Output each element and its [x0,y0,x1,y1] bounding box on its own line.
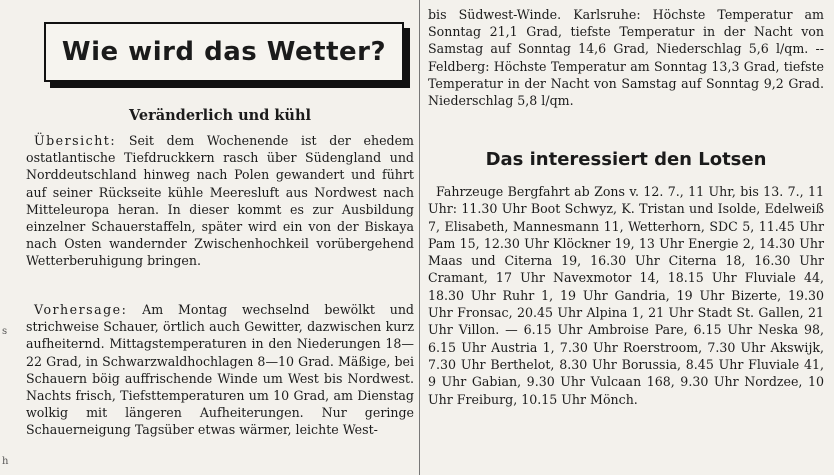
vorhersage-text: Am Montag wechselnd bewölkt und strichweise Schauer, örtlich auch Gewitter, dazwischen kurz aufheiternd. Mittagstemperaturen in den Niederungen 18—22 Grad, in Schwarzwaldhochlagen 8—10 Grad. Mäßige, bei Schauern böig auffrischende Winde um West bis Nordwest. Nachts frisch, Tiefsttemperaturen um 10 Grad, am Dienstag wolkig mit längeren Aufheiterungen. Nur geringe Schauerneigung Tagsüber etwas wärmer, leichte West- [26,302,414,438]
weather-continuation-paragraph: bis Südwest-Winde. Karlsruhe: Höchste Temperatur am Sonntag 21,1 Grad, tiefste Temperatur in der Nacht von Samstag auf Sonntag 14,6 Grad, Niederschlag 5,6 l/qm. -- Feldberg: Höchste Temperatur am Sonntag 13,3 Grad, tiefste Temperatur in der Nacht von Samstag auf Sonntag 9,2 Grad. Niederschlag 5,8 l/qm. [428,7,824,109]
vorhersage-label: Vorhersage: [34,302,128,317]
edge-mark: s [2,326,8,337]
column-divider [419,0,420,475]
right-column [428,6,824,472]
weather-title-box [44,22,404,82]
weather-column [26,6,414,472]
vorhersage-paragraph [26,301,414,439]
uebersicht-paragraph [26,132,414,270]
left-margin-fragments [0,0,8,475]
edge-mark: h [2,456,9,467]
lotsen-heading: Das interessiert den Lotsen [485,149,767,170]
weather-subheading: Veränderlich und kühl [128,107,312,124]
uebersicht-label: Übersicht: [34,133,117,148]
lotsen-paragraph: Fahrzeuge Bergfahrt ab Zons v. 12. 7., 11 Uhr, bis 13. 7., 11 Uhr: 11.30 Uhr Boot Schwyz, K. Tristan und Isolde, Edelweiß 7, Elisabeth, Mannesmann 11, Wetterhorn, SDC 5, 11.45 Uhr Pam 15, 12.30 Uhr Klöckner 19, 13 Uhr Energie 2, 14.30 Uhr Maas und Citerna 19, 16.30 Uhr Citerna 18, 16.30 Uhr Cramant, 17 Uhr Navexmotor 14, 18.15 Uhr Fluviale 44, 18.30 Uhr Ruhr 1, 19 Uhr Gandria, 19 Uhr Bizerte, 19.30 Uhr Fronsac, 20.45 Uhr Alpina 1, 21 Uhr Stadt St. Gallen, 21 Uhr Villon. — 6.15 Uhr Ambroise Pare, 6.15 Uhr Neska 98, 6.15 Uhr Austria 1, 7.30 Uhr Roerstroom, 7.30 Uhr Akswijk, 7.30 Uhr Berthelot, 8.30 Uhr Borussia, 8.45 Uhr Fluviale 41, 9 Uhr Gabian, 9.30 Uhr Vulcaan 168, 9.30 Uhr Nordzee, 10 Uhr Freiburg, 10.15 Uhr Mönch. [428,184,824,407]
uebersicht-text: Seit dem Wochenende ist der ehedem ostatlantische Tiefdruckkern rasch über Südengland und Norddeutschland hinweg nach Polen gewandert und führt auf seiner Rückseite kühle Meeresluft aus Nordwest nach Mitteleuropa heran. In dieser kommt es zur Ausbildung einzelner Schauerstaffeln, später wird ein von der Biskaya nach Osten wandernder Zwischenhochkeil vorübergehend Wetterberuhigung bringen. [26,133,414,269]
weather-title: Wie wird das Wetter? [61,37,387,67]
